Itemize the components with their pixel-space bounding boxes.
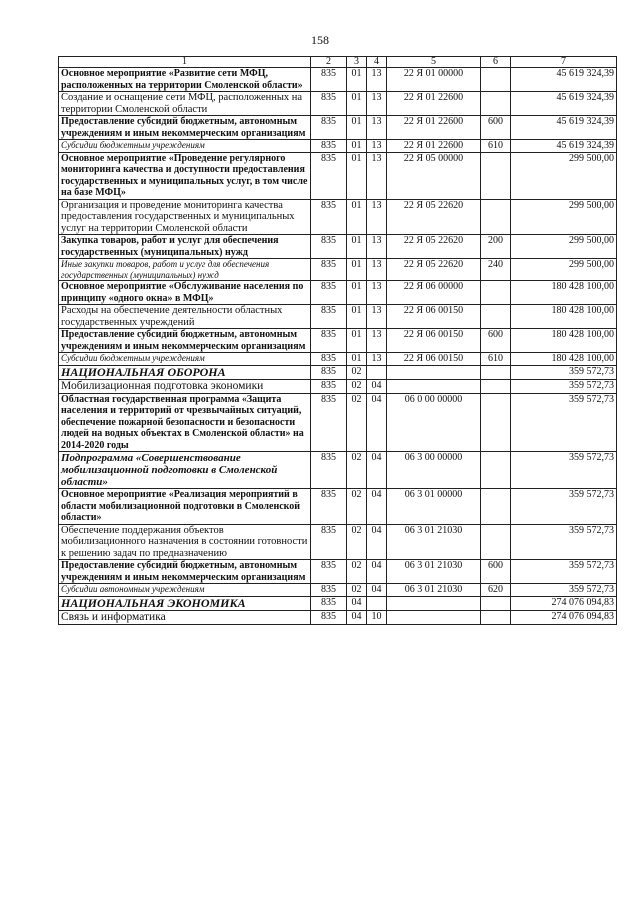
- target-article-code: 22 Я 05 22620: [387, 235, 481, 259]
- row-name: Связь и информатика: [59, 610, 311, 624]
- page-number: 158: [311, 33, 329, 47]
- table-row: [59, 596, 617, 610]
- target-article-code: 22 Я 01 00000: [387, 68, 481, 92]
- expense-type-code: [481, 596, 511, 610]
- column-header: 6: [481, 57, 511, 68]
- table-row: [59, 152, 617, 199]
- target-article-code: 22 Я 01 22600: [387, 92, 481, 116]
- table-row: [59, 259, 617, 281]
- amount: 359 572,73: [511, 524, 617, 560]
- section-code: 02: [347, 524, 367, 560]
- target-article-code: 22 Я 05 00000: [387, 152, 481, 199]
- ministry-code: 835: [311, 610, 347, 624]
- ministry-code: 835: [311, 92, 347, 116]
- subsection-code: 04: [367, 393, 387, 452]
- subsection-code: 13: [367, 281, 387, 305]
- row-name: Расходы на обеспечение деятельности областных государственных учреждений: [59, 305, 311, 329]
- target-article-code: [387, 379, 481, 393]
- section-code: 02: [347, 379, 367, 393]
- column-header: 5: [387, 57, 481, 68]
- amount: 45 619 324,39: [511, 68, 617, 92]
- target-article-code: 22 Я 06 00150: [387, 305, 481, 329]
- table-row: [59, 489, 617, 525]
- table-row: [59, 365, 617, 379]
- row-name: Организация и проведение мониторинга качества предоставления государственных и муниципальных услуг на территории Смоленской области: [59, 199, 311, 235]
- subsection-code: 13: [367, 140, 387, 153]
- target-article-code: 22 Я 06 00150: [387, 353, 481, 366]
- amount: 180 428 100,00: [511, 305, 617, 329]
- subsection-code: 04: [367, 560, 387, 584]
- expense-type-code: 600: [481, 560, 511, 584]
- section-code: 01: [347, 116, 367, 140]
- ministry-code: 835: [311, 452, 347, 489]
- row-name: Обеспечение поддержания объектов мобилизационного назначения в состоянии готовности к решению задач по предназначению: [59, 524, 311, 560]
- amount: 359 572,73: [511, 393, 617, 452]
- expense-type-code: [481, 68, 511, 92]
- subsection-code: 13: [367, 259, 387, 281]
- table-row: [59, 452, 617, 489]
- amount: 180 428 100,00: [511, 281, 617, 305]
- row-name: Субсидии бюджетным учреждениям: [59, 353, 311, 366]
- row-name: Предоставление субсидий бюджетным, автономным учреждениям и иным некоммерческим организациям: [59, 329, 311, 353]
- target-article-code: 22 Я 01 22600: [387, 116, 481, 140]
- amount: 45 619 324,39: [511, 140, 617, 153]
- ministry-code: 835: [311, 524, 347, 560]
- ministry-code: 835: [311, 393, 347, 452]
- subsection-code: 13: [367, 92, 387, 116]
- expense-type-code: [481, 610, 511, 624]
- expense-type-code: [481, 379, 511, 393]
- ministry-code: 835: [311, 365, 347, 379]
- table-header-row: [59, 57, 617, 68]
- subsection-code: 04: [367, 452, 387, 489]
- row-name: Основное мероприятие «Развитие сети МФЦ, расположенных на территории Смоленской области»: [59, 68, 311, 92]
- column-header: 2: [311, 57, 347, 68]
- row-name: Субсидии бюджетным учреждениям: [59, 140, 311, 153]
- row-name: НАЦИОНАЛЬНАЯ ОБОРОНА: [59, 365, 311, 379]
- amount: 299 500,00: [511, 235, 617, 259]
- row-name: Субсидии автономным учреждениям: [59, 584, 311, 597]
- amount: 180 428 100,00: [511, 353, 617, 366]
- section-code: 01: [347, 259, 367, 281]
- table-row: [59, 116, 617, 140]
- row-name: Предоставление субсидий бюджетным, автономным учреждениям и иным некоммерческим организациям: [59, 116, 311, 140]
- amount: 299 500,00: [511, 259, 617, 281]
- expense-type-code: [481, 524, 511, 560]
- expense-type-code: [481, 92, 511, 116]
- table-row: [59, 353, 617, 366]
- target-article-code: 06 3 00 00000: [387, 452, 481, 489]
- row-name: НАЦИОНАЛЬНАЯ ЭКОНОМИКА: [59, 596, 311, 610]
- section-code: 01: [347, 281, 367, 305]
- table-row: [59, 199, 617, 235]
- amount: 299 500,00: [511, 152, 617, 199]
- row-name: Основное мероприятие «Реализация мероприятий в области мобилизационной подготовки в Смоленской области»: [59, 489, 311, 525]
- section-code: 04: [347, 596, 367, 610]
- expense-type-code: [481, 281, 511, 305]
- subsection-code: 04: [367, 489, 387, 525]
- amount: 359 572,73: [511, 489, 617, 525]
- section-code: 01: [347, 199, 367, 235]
- target-article-code: [387, 365, 481, 379]
- column-header: 3: [347, 57, 367, 68]
- section-code: 01: [347, 353, 367, 366]
- amount: 359 572,73: [511, 584, 617, 597]
- table-row: [59, 379, 617, 393]
- ministry-code: 835: [311, 199, 347, 235]
- table-row: [59, 329, 617, 353]
- target-article-code: 22 Я 06 00000: [387, 281, 481, 305]
- expense-type-code: [481, 199, 511, 235]
- ministry-code: 835: [311, 152, 347, 199]
- table-row: [59, 560, 617, 584]
- expense-type-code: 240: [481, 259, 511, 281]
- amount: 359 572,73: [511, 365, 617, 379]
- row-name: Создание и оснащение сети МФЦ, расположенных на территории Смоленской области: [59, 92, 311, 116]
- target-article-code: 22 Я 06 00150: [387, 329, 481, 353]
- subsection-code: 13: [367, 116, 387, 140]
- row-name: Предоставление субсидий бюджетным, автономным учреждениям и иным некоммерческим организациям: [59, 560, 311, 584]
- subsection-code: 13: [367, 68, 387, 92]
- target-article-code: [387, 610, 481, 624]
- ministry-code: 835: [311, 353, 347, 366]
- subsection-code: 04: [367, 379, 387, 393]
- subsection-code: 04: [367, 524, 387, 560]
- row-name: Иные закупки товаров, работ и услуг для обеспечения государственных (муниципальных) нужд: [59, 259, 311, 281]
- target-article-code: 06 3 01 00000: [387, 489, 481, 525]
- table-row: [59, 524, 617, 560]
- row-name: Закупка товаров, работ и услуг для обеспечения государственных (муниципальных) нужд: [59, 235, 311, 259]
- expense-type-code: 610: [481, 140, 511, 153]
- expense-type-code: [481, 305, 511, 329]
- section-code: 04: [347, 610, 367, 624]
- ministry-code: 835: [311, 560, 347, 584]
- subsection-code: 13: [367, 199, 387, 235]
- ministry-code: 835: [311, 489, 347, 525]
- ministry-code: 835: [311, 379, 347, 393]
- section-code: 01: [347, 68, 367, 92]
- amount: 359 572,73: [511, 452, 617, 489]
- subsection-code: 04: [367, 584, 387, 597]
- section-code: 01: [347, 152, 367, 199]
- table-row: [59, 281, 617, 305]
- ministry-code: 835: [311, 281, 347, 305]
- expense-type-code: 610: [481, 353, 511, 366]
- subsection-code: 13: [367, 235, 387, 259]
- target-article-code: 06 0 00 00000: [387, 393, 481, 452]
- target-article-code: 06 3 01 21030: [387, 524, 481, 560]
- expense-type-code: 600: [481, 116, 511, 140]
- section-code: 01: [347, 140, 367, 153]
- amount: 180 428 100,00: [511, 329, 617, 353]
- row-name: Мобилизационная подготовка экономики: [59, 379, 311, 393]
- target-article-code: 06 3 01 21030: [387, 560, 481, 584]
- section-code: 02: [347, 452, 367, 489]
- expense-type-code: 200: [481, 235, 511, 259]
- table-row: [59, 235, 617, 259]
- table-row: [59, 584, 617, 597]
- target-article-code: [387, 596, 481, 610]
- subsection-code: 13: [367, 329, 387, 353]
- row-name: Основное мероприятие «Обслуживание населения по принципу «одного окна» в МФЦ»: [59, 281, 311, 305]
- expense-type-code: 620: [481, 584, 511, 597]
- amount: 45 619 324,39: [511, 116, 617, 140]
- expense-type-code: [481, 365, 511, 379]
- amount: 299 500,00: [511, 199, 617, 235]
- subsection-code: [367, 596, 387, 610]
- table-row: [59, 393, 617, 452]
- section-code: 02: [347, 489, 367, 525]
- amount: 359 572,73: [511, 560, 617, 584]
- target-article-code: 22 Я 05 22620: [387, 199, 481, 235]
- ministry-code: 835: [311, 596, 347, 610]
- section-code: 01: [347, 329, 367, 353]
- budget-table: [58, 56, 617, 625]
- expense-type-code: [481, 393, 511, 452]
- table-row: [59, 92, 617, 116]
- ministry-code: 835: [311, 584, 347, 597]
- column-header: 1: [59, 57, 311, 68]
- section-code: 02: [347, 584, 367, 597]
- subsection-code: 10: [367, 610, 387, 624]
- row-name: Областная государственная программа «Защита населения и территорий от чрезвычайных ситуаций, обеспечение пожарной безопасности и безопасности людей на водных объектах в Смоленской области» на 2014-2020 годы: [59, 393, 311, 452]
- expense-type-code: [481, 489, 511, 525]
- section-code: 01: [347, 305, 367, 329]
- section-code: 02: [347, 560, 367, 584]
- section-code: 02: [347, 393, 367, 452]
- ministry-code: 835: [311, 235, 347, 259]
- ministry-code: 835: [311, 305, 347, 329]
- subsection-code: [367, 365, 387, 379]
- section-code: 02: [347, 365, 367, 379]
- column-header: 4: [367, 57, 387, 68]
- section-code: 01: [347, 235, 367, 259]
- target-article-code: 22 Я 05 22620: [387, 259, 481, 281]
- table-row: [59, 68, 617, 92]
- ministry-code: 835: [311, 68, 347, 92]
- table-row: [59, 140, 617, 153]
- target-article-code: 22 Я 01 22600: [387, 140, 481, 153]
- ministry-code: 835: [311, 259, 347, 281]
- amount: 359 572,73: [511, 379, 617, 393]
- expense-type-code: 600: [481, 329, 511, 353]
- subsection-code: 13: [367, 353, 387, 366]
- amount: 274 076 094,83: [511, 610, 617, 624]
- table-row: [59, 610, 617, 624]
- subsection-code: 13: [367, 152, 387, 199]
- ministry-code: 835: [311, 329, 347, 353]
- subsection-code: 13: [367, 305, 387, 329]
- target-article-code: 06 3 01 21030: [387, 584, 481, 597]
- section-code: 01: [347, 92, 367, 116]
- row-name: Основное мероприятие «Проведение регулярного мониторинга качества и доступности предоставления государственных и муниципальных услуг, в том числе на базе МФЦ»: [59, 152, 311, 199]
- ministry-code: 835: [311, 140, 347, 153]
- column-header: 7: [511, 57, 617, 68]
- expense-type-code: [481, 452, 511, 489]
- expense-type-code: [481, 152, 511, 199]
- amount: 274 076 094,83: [511, 596, 617, 610]
- row-name: Подпрограмма «Совершенствование мобилизационной подготовки в Смоленской области»: [59, 452, 311, 489]
- amount: 45 619 324,39: [511, 92, 617, 116]
- ministry-code: 835: [311, 116, 347, 140]
- table-row: [59, 305, 617, 329]
